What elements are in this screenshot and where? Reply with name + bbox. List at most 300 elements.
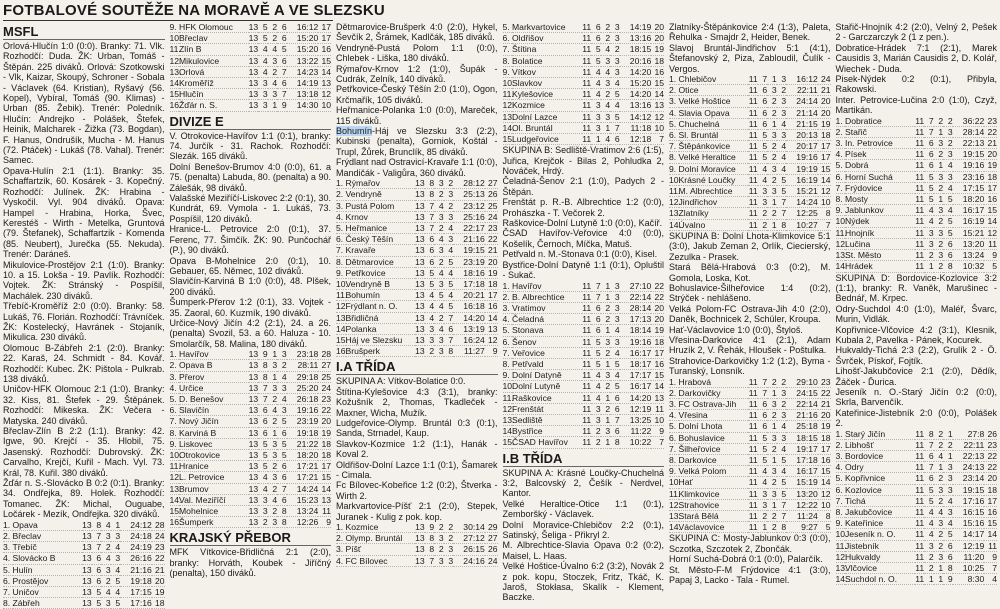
- standings-table: [336, 178, 498, 357]
- table-cell: 4: [610, 78, 620, 89]
- table-cell: B. Albrechtice: [512, 291, 582, 302]
- table-cell: 3: [924, 540, 934, 551]
- table-row: [170, 483, 332, 494]
- table-cell: 11: [748, 443, 758, 454]
- match-report: Dolní Moravice-Chlebičov 2:2 (0:1), Satinský, Šeliga - Přikryl 2.: [502, 519, 664, 540]
- table-cell: 6: [425, 256, 435, 267]
- table-cell: 3: [610, 336, 620, 347]
- table-cell: Hranice: [179, 461, 249, 472]
- table-cell: 6.: [170, 405, 180, 416]
- table-cell: 7: [425, 222, 435, 233]
- table-cell: 16: [984, 507, 997, 518]
- table-cell: 10.: [502, 78, 515, 89]
- table-row: [336, 189, 498, 200]
- table-cell: 17:18: [786, 454, 818, 465]
- table-cell: 12.: [835, 551, 848, 562]
- table-cell: 12: [818, 186, 831, 197]
- table-cell: 5: [258, 461, 268, 472]
- table-cell: 11: [748, 432, 758, 443]
- table-cell: 20: [152, 575, 165, 586]
- table-cell: 6.: [336, 234, 346, 245]
- table-cell: 2: [434, 256, 444, 267]
- table-cell: 3: [934, 551, 944, 562]
- table-row: [170, 461, 332, 472]
- table-cell: 24:19: [120, 542, 152, 553]
- section-msfl: MSFL: [3, 24, 165, 40]
- table-cell: 13:19: [453, 323, 485, 334]
- table-cell: 9: [277, 100, 287, 111]
- match-report: Hukvaldy-Tichá 2:3 (2:2), Grulík 2 - Ö. Švrček, Pískoř, Fojtík.: [835, 345, 997, 366]
- table-cell: 12: [485, 334, 498, 345]
- table-cell: 6: [277, 461, 287, 472]
- table-cell: 13: [415, 189, 425, 200]
- table-cell: 3: [610, 281, 620, 292]
- table-cell: 2: [268, 393, 278, 404]
- table-row: [669, 410, 831, 421]
- table-cell: 3: [767, 432, 777, 443]
- table-cell: 15:23: [287, 494, 319, 505]
- table-cell: 1.: [669, 74, 679, 85]
- table-cell: Slavičín: [179, 405, 249, 416]
- table-cell: 18: [152, 598, 165, 609]
- table-row: [669, 387, 831, 398]
- table-cell: 5: [258, 438, 268, 449]
- table-cell: 21:14: [786, 107, 818, 118]
- table-cell: Kozmice: [346, 522, 416, 533]
- table-cell: 19: [651, 325, 664, 336]
- table-cell: 26:16: [120, 553, 152, 564]
- table-cell: 6: [943, 540, 953, 551]
- match-report: Strahovice-Darkovičky 1:2 (1:2), Byma - Turanský, Lonsník.: [669, 355, 831, 377]
- table-cell: 12:25: [786, 208, 818, 219]
- standings-table: [503, 22, 665, 145]
- table-cell: 5.: [669, 118, 679, 129]
- table-cell: 2: [601, 33, 611, 44]
- table-cell: 6: [924, 473, 934, 484]
- table-cell: 4: [434, 234, 444, 245]
- table-cell: 3: [591, 111, 601, 122]
- table-cell: 2: [934, 495, 944, 506]
- table-cell: 25:13: [453, 189, 485, 200]
- table-cell: 5: [924, 171, 934, 182]
- table-row: [669, 130, 831, 141]
- table-cell: 2: [258, 517, 268, 528]
- table-cell: 5: [924, 484, 934, 495]
- table-cell: 13:20: [786, 488, 818, 499]
- table-cell: 4: [591, 392, 601, 403]
- table-cell: 16:18: [453, 301, 485, 312]
- table-cell: 12.: [669, 197, 681, 208]
- match-report: Heřmanice-Polanka 1:0 (0:0), Mareček, 115 diváků.: [336, 105, 498, 126]
- table-cell: 3.: [336, 200, 346, 211]
- table-cell: 3: [101, 564, 111, 575]
- table-cell: 5: [425, 278, 435, 289]
- table-cell: Sl. Bruntál: [679, 130, 749, 141]
- table-cell: 2: [943, 138, 953, 149]
- table-cell: 13:24: [953, 250, 985, 261]
- table-row: [170, 506, 332, 517]
- page-headline: FOTBALOVÉ SOUTĚŽE NA MORAVĚ A VE SLEZSKU: [3, 2, 385, 19]
- table-cell: 11: [915, 462, 925, 473]
- table-cell: 10:22: [620, 437, 652, 448]
- match-report: Jeseník n. O.-Starý Jičín 0:2 (0:0), Skrla, Barvenčík.: [835, 386, 997, 408]
- table-cell: 5: [924, 495, 934, 506]
- table-cell: Klimkovice: [679, 488, 749, 499]
- table-cell: 6.: [503, 336, 513, 347]
- table-cell: 3: [277, 405, 287, 416]
- table-cell: 23: [485, 222, 498, 233]
- table-cell: 6: [92, 564, 102, 575]
- table-cell: 3: [258, 506, 268, 517]
- table-cell: 16:24: [453, 334, 485, 345]
- table-row: [503, 325, 665, 336]
- table-cell: 4: [610, 347, 620, 358]
- table-cell: 8.: [336, 256, 346, 267]
- table-row: [669, 141, 831, 152]
- table-cell: 20: [651, 314, 664, 325]
- table-row: [503, 33, 665, 44]
- table-cell: Otrokovice: [179, 449, 249, 460]
- table-row: [3, 542, 165, 553]
- table-cell: 14:19: [287, 78, 319, 89]
- table-cell: 4: [258, 44, 268, 55]
- table-cell: 22: [485, 234, 498, 245]
- standings-table: [669, 377, 831, 534]
- table-cell: 17:21: [287, 472, 319, 483]
- table-cell: 4: [434, 323, 444, 334]
- table-cell: 1.: [336, 522, 346, 533]
- table-cell: 4: [591, 66, 601, 77]
- table-cell: 2: [934, 116, 944, 127]
- table-cell: 13.: [669, 208, 681, 219]
- table-cell: 18:16: [453, 267, 485, 278]
- table-cell: 4: [111, 564, 121, 575]
- table-cell: 16.: [336, 346, 348, 357]
- table-cell: 4: [434, 301, 444, 312]
- table-row: [669, 432, 831, 443]
- table-cell: 11: [748, 174, 758, 185]
- table-cell: 6: [258, 405, 268, 416]
- table-cell: 17: [818, 152, 831, 163]
- table-cell: Krnov: [346, 211, 416, 222]
- table-cell: 10:32: [953, 261, 985, 272]
- table-cell: 4: [601, 100, 611, 111]
- table-cell: 23: [984, 439, 997, 450]
- table-cell: 9: [425, 522, 435, 533]
- table-cell: 9.: [669, 163, 679, 174]
- table-row: [170, 33, 332, 44]
- table-cell: 11.: [502, 392, 514, 403]
- table-cell: 5.: [336, 222, 346, 233]
- table-cell: 28:14: [620, 302, 652, 313]
- table-row: [836, 227, 998, 238]
- table-cell: 3: [943, 507, 953, 518]
- table-cell: 25: [485, 200, 498, 211]
- table-cell: 13: [651, 392, 664, 403]
- table-cell: 2: [767, 410, 777, 421]
- match-report: Hať-Václavovice 1:0 (0:0), Štyloš.: [669, 324, 803, 335]
- table-cell: 2: [101, 542, 111, 553]
- table-cell: 4: [425, 301, 435, 312]
- table-cell: 2: [601, 302, 611, 313]
- table-cell: 9.: [669, 466, 679, 477]
- table-cell: 26:15: [453, 544, 485, 555]
- table-cell: 4: [444, 222, 454, 233]
- table-row: [170, 55, 332, 66]
- table-cell: 23: [984, 116, 997, 127]
- table-cell: 16.: [169, 517, 182, 528]
- column-1: [3, 22, 165, 609]
- table-cell: 28:14: [953, 126, 985, 137]
- table-cell: 13: [248, 483, 259, 494]
- columns: [3, 22, 997, 609]
- table-cell: 3: [258, 78, 268, 89]
- table-cell: 4.: [336, 211, 346, 222]
- table-cell: 19: [485, 267, 498, 278]
- match-report: Stařič-Hnojník 4:2 (2:0), Velný 2, Pešek 2 - Garczarczyk 2 (1 z pen.).: [835, 22, 997, 43]
- table-cell: 11: [748, 107, 758, 118]
- table-row: [503, 381, 665, 392]
- table-cell: 2: [934, 216, 944, 227]
- table-cell: 3: [277, 382, 287, 393]
- table-cell: 2: [591, 437, 601, 448]
- table-cell: 7.: [170, 416, 180, 427]
- table-cell: Frýdovice: [845, 182, 915, 193]
- table-cell: 2: [601, 381, 611, 392]
- table-cell: 13: [82, 575, 92, 586]
- table-cell: 7: [777, 499, 787, 510]
- table-cell: 8: [258, 371, 268, 382]
- table-cell: 4: [101, 553, 111, 564]
- table-cell: 5: [111, 598, 121, 609]
- table-cell: 11: [582, 89, 592, 100]
- table-cell: 2.: [3, 530, 13, 541]
- table-cell: 27: [318, 360, 331, 371]
- table-cell: 19: [318, 427, 331, 438]
- table-cell: 1: [601, 281, 611, 292]
- table-row: [669, 477, 831, 488]
- table-cell: 11.: [502, 89, 514, 100]
- table-cell: 14: [318, 483, 331, 494]
- table-cell: 24:18: [120, 530, 152, 541]
- table-cell: 27: [485, 533, 498, 544]
- table-cell: ČSAD Havířov: [512, 437, 582, 448]
- table-row: [503, 22, 665, 33]
- table-row: [836, 429, 998, 440]
- table-cell: Jeseník n. O.: [845, 529, 915, 540]
- table-cell: 5: [610, 111, 620, 122]
- match-report: Slavoj Bruntál-Jindřichov 5:1 (4:1), Štefanovský 2, Piza, Zabloudil, Čulík - Vergos.: [669, 42, 831, 74]
- match-report-text: -Háj ve Slezsku 3:3 (2:2), Kubinski (penalta), Gorniok, Koštál - Trupl, Žůrek, Brunclík, 85 diváků.: [336, 126, 498, 157]
- table-cell: 3: [425, 334, 435, 345]
- table-cell: 3: [601, 78, 611, 89]
- match-report: Stará Bělá-Hrabová 0:3 (0:2), M. Gomola, Loska, Kot.: [669, 262, 831, 283]
- table-cell: 5: [92, 586, 102, 597]
- table-cell: 6.: [669, 432, 679, 443]
- table-row: [503, 358, 665, 369]
- table-cell: 13: [415, 178, 425, 189]
- table-cell: 5: [92, 598, 102, 609]
- table-cell: 13:18: [287, 89, 319, 100]
- table-cell: 2: [934, 473, 944, 484]
- match-report: Šumperk-Přerov 1:2 (0:1), 33. Vojtek - 35. Zaoral, 60. Kuzmík, 190 diváků.: [169, 297, 331, 318]
- table-cell: 6: [610, 392, 620, 403]
- table-row: [503, 437, 665, 448]
- column-4: [502, 22, 665, 603]
- table-cell: 2: [767, 522, 777, 533]
- table-cell: 11: [582, 437, 592, 448]
- table-cell: 21: [818, 85, 831, 96]
- table-cell: 1: [268, 349, 278, 360]
- table-cell: 14: [651, 381, 664, 392]
- table-cell: 20:16: [620, 55, 652, 66]
- table-row: [669, 107, 831, 118]
- table-cell: Štěpánkovice: [679, 141, 749, 152]
- table-cell: 16:17: [786, 466, 818, 477]
- table-cell: 7: [777, 511, 787, 522]
- table-cell: 7: [777, 197, 787, 208]
- table-cell: 7: [92, 530, 102, 541]
- table-cell: 13: [415, 211, 425, 222]
- table-cell: 11: [915, 149, 925, 160]
- table-cell: 17:16: [953, 495, 985, 506]
- table-cell: 14: [318, 66, 331, 77]
- match-report: Velká Polom-FC Ostrava-Jih 4:0 (2:0), Daněk, Bochnicek 2, Schüler, Kroupa.: [669, 303, 831, 325]
- table-row: [170, 438, 332, 449]
- table-row: [503, 100, 665, 111]
- table-cell: 11: [582, 370, 592, 381]
- table-cell: Mikulovice: [179, 55, 249, 66]
- table-cell: 36:22: [953, 116, 985, 127]
- table-cell: 11:27: [453, 346, 485, 357]
- table-cell: 6: [591, 314, 601, 325]
- table-cell: 29:18: [287, 371, 319, 382]
- table-cell: 7: [758, 387, 768, 398]
- table-cell: 6: [758, 410, 768, 421]
- table-cell: 12.: [169, 472, 182, 483]
- table-row: [170, 472, 332, 483]
- table-cell: 6: [924, 451, 934, 462]
- table-cell: Mohelnice: [179, 506, 249, 517]
- table-cell: 25:18: [786, 421, 818, 432]
- table-cell: 4: [777, 118, 787, 129]
- table-cell: 16: [318, 44, 331, 55]
- table-row: [170, 393, 332, 404]
- table-cell: 2: [268, 416, 278, 427]
- table-cell: 7: [591, 291, 601, 302]
- section-krajsky-prebor: KRAJSKÝ PŘEBOR: [170, 530, 332, 546]
- table-cell: 20: [818, 107, 831, 118]
- table-cell: 24: [485, 555, 498, 566]
- table-cell: 17: [318, 461, 331, 472]
- table-cell: 6: [425, 245, 435, 256]
- table-cell: 8.: [503, 358, 513, 369]
- table-cell: 1: [601, 414, 611, 425]
- table-cell: 20: [651, 22, 664, 33]
- table-cell: 1: [934, 194, 944, 205]
- table-cell: 2: [434, 189, 444, 200]
- match-report: Oldřišov-Dolní Lazce 1:1 (0:1), Šamarek - Cimala.: [336, 459, 498, 480]
- table-cell: 3: [601, 336, 611, 347]
- table-cell: 13: [415, 278, 425, 289]
- table-cell: Vítkov: [512, 66, 582, 77]
- table-cell: 3.: [836, 451, 846, 462]
- table-cell: 20:21: [453, 290, 485, 301]
- table-cell: 8: [258, 360, 268, 371]
- table-cell: 3: [758, 499, 768, 510]
- match-report: Horní Suchá-Dobrá 0:1 (0:0), Palarčík.: [669, 554, 823, 565]
- table-cell: 13: [82, 519, 92, 530]
- table-cell: 19:15: [453, 245, 485, 256]
- table-cell: 11: [748, 421, 758, 432]
- table-cell: 11: [915, 182, 925, 193]
- table-cell: 23: [818, 377, 831, 388]
- table-cell: 16:17: [953, 205, 985, 216]
- table-cell: Dětmarovice: [346, 256, 416, 267]
- table-row: [336, 278, 498, 289]
- table-cell: 11: [748, 152, 758, 163]
- table-cell: 11: [915, 216, 925, 227]
- section-ia-trida: I.A TŘÍDA: [336, 359, 498, 375]
- table-cell: Háj ve Slezsku: [346, 334, 416, 345]
- table-cell: Štítina: [512, 44, 582, 55]
- table-row: [336, 533, 498, 544]
- table-row: [170, 416, 332, 427]
- table-cell: 9: [984, 551, 997, 562]
- table-cell: 4: [610, 100, 620, 111]
- table-cell: 13: [248, 506, 259, 516]
- table-cell: 4: [268, 78, 278, 89]
- table-cell: Jistebník: [845, 540, 915, 551]
- table-row: [669, 208, 831, 219]
- standings-table: [836, 116, 998, 273]
- table-cell: 23:12: [453, 200, 485, 211]
- table-cell: 7: [444, 334, 454, 345]
- table-cell: 2: [601, 22, 611, 33]
- table-cell: 11.: [835, 540, 847, 551]
- table-cell: 14: [651, 89, 664, 100]
- table-cell: 6: [277, 472, 287, 483]
- table-cell: 11: [915, 507, 925, 518]
- table-cell: 2: [268, 22, 278, 33]
- table-cell: 5: [777, 174, 787, 185]
- table-cell: 13:22: [287, 55, 319, 66]
- table-cell: 4: [425, 312, 435, 323]
- table-cell: 22: [984, 462, 997, 473]
- match-report: Uničov-HFK Olomouc 2:1 (1:0). Branky: 32. Kiss, 81. Štefek - 29. Štěpánek. Rozhodčí: Mikeska. ŽK: Večera - Matyska. 240 diváků.: [3, 384, 165, 426]
- table-cell: 10: [651, 414, 664, 425]
- table-cell: 13: [248, 33, 259, 44]
- table-cell: 11: [915, 138, 925, 149]
- table-cell: 2: [610, 44, 620, 55]
- table-cell: 20: [318, 416, 331, 427]
- table-cell: 6: [943, 551, 953, 562]
- table-cell: 6: [924, 138, 934, 149]
- table-cell: 12.: [502, 403, 515, 414]
- table-cell: 11: [915, 160, 925, 171]
- table-cell: 3.: [669, 96, 679, 107]
- table-cell: 10.: [502, 381, 515, 392]
- table-cell: 13: [248, 517, 259, 528]
- table-cell: 11: [915, 551, 925, 562]
- match-report: Mikulovice-Prostějov 2:1 (1:0). Branky: 10. a 15. Lokša - 19. Pavlík. Rozhodčí: Vojtek. ŽK: Stránský - Pospíšil, Machálek. 230 diváků.: [3, 259, 165, 301]
- table-cell: 4: [258, 66, 268, 77]
- table-cell: 26: [485, 544, 498, 555]
- table-cell: 5: [758, 443, 768, 454]
- table-cell: 3: [444, 555, 454, 566]
- table-cell: 15: [984, 205, 997, 216]
- table-cell: 15:20: [287, 44, 319, 55]
